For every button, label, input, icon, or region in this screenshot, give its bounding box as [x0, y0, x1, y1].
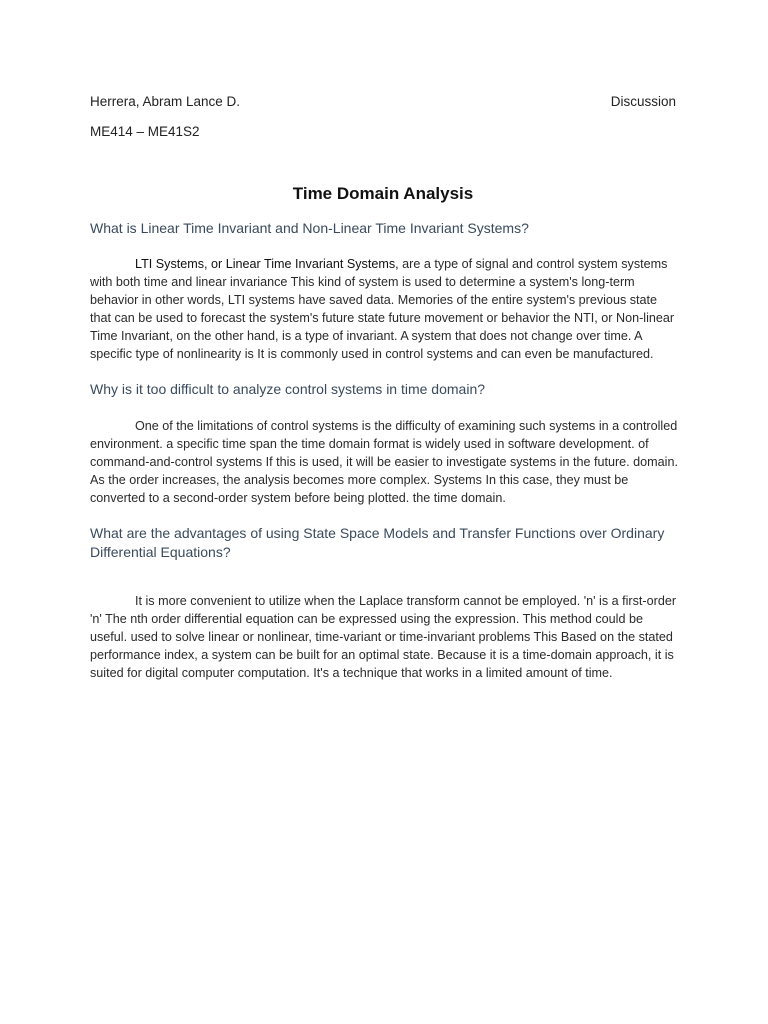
section-paragraph-lti: [90, 255, 678, 363]
section-heading-lti: What is Linear Time Invariant and Non-Linear Time Invariant Systems?: [90, 220, 529, 236]
author-name: Herrera, Abram Lance D.: [90, 94, 241, 109]
section-paragraph-advantages: It is more convenient to utilize when the Laplace transform cannot be employed. 'n' is a first-order 'n' The nth order differential equation can be expressed using the expression. This method could be useful. used to solve linear or nonlinear, time-variant or time-invariant problems This Based on the stated performance index, a system can be built for an optimal state. Because it is a time-domain approach, it is suited for digital computer computation. It's a technique that works in a limited amount of time.: [90, 594, 677, 680]
course-code: ME414 – ME41S2: [90, 124, 200, 139]
lti-lead-phrase: LTI Systems, or Linear Time Invariant Systems,: [135, 257, 399, 271]
section-paragraph-time-domain: One of the limitations of control systems is the difficulty of examining such systems in a controlled environment. a specific time span the time domain format is widely used in software development. of command-and-control systems If this is used, it will be easier to investigate systems in the future. domain. As the order increases, the analysis becomes more complex. Systems In this case, they must be converted to a second-order system before being plotted. the time domain.: [90, 419, 678, 505]
section-heading-advantages: What are the advantages of using State Space Models and Transfer Functions over Ordinary Differential Equations?: [90, 525, 665, 560]
document-title: Time Domain Analysis: [292, 184, 474, 203]
section-heading-time-domain: Why is it too difficult to analyze control systems in time domain?: [90, 381, 486, 397]
lti-body-text: are a type of signal and control system systems with both time and linear invariance This kind of system is used to determine a system's long-term behavior in other words, LTI systems have saved data. Memories of the entire system's previous state that can be used to forecast the system's future state future movement or behavior the NTI, or Non-linear Time Invariant, on the other hand, is a type of invariant. A system that does not change over time. A specific type of nonlinearity is It is commonly used in control systems and can even be manufactured.: [90, 257, 675, 361]
document-type-label: Discussion: [610, 94, 676, 109]
document-header: [90, 94, 676, 109]
